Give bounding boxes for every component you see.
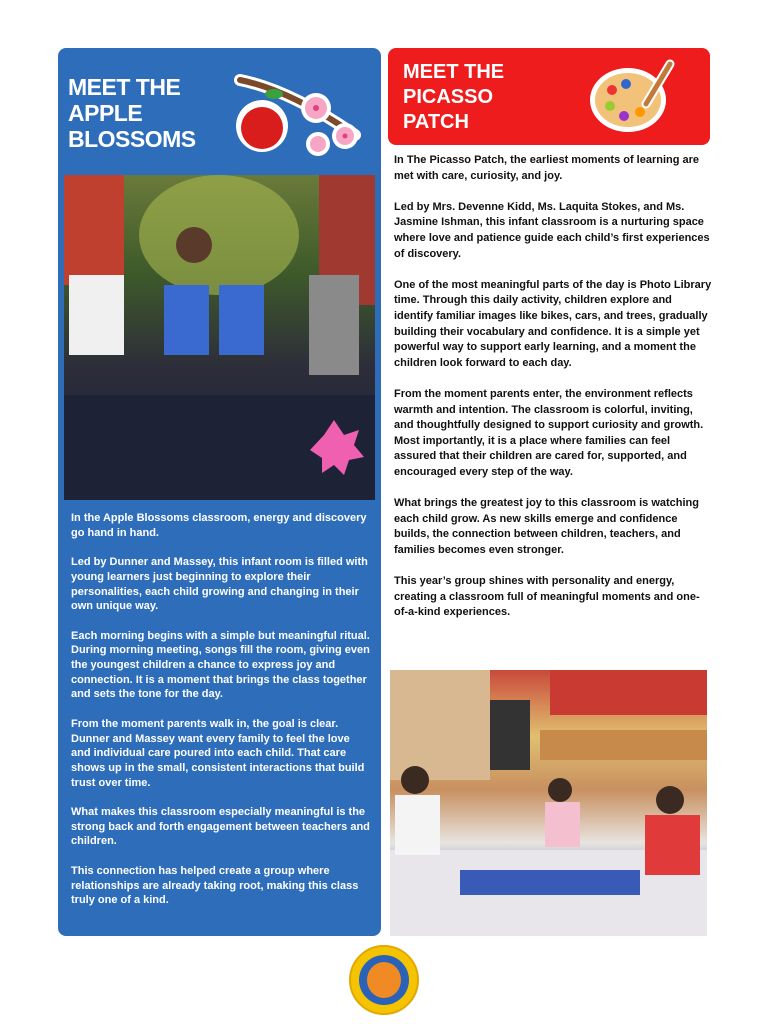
- fairfield-city-schools-logo: [349, 945, 419, 1015]
- paragraph: Led by Mrs. Devenne Kidd, Ms. Laquita Stokes, and Ms. Jasmine Ishman, this infant classroom is a nurturing space where love and patience guide each child’s first experiences of discovery.: [394, 200, 710, 260]
- picasso-patch-class-photo: [390, 670, 707, 936]
- title-line: APPLE: [68, 100, 143, 126]
- paragraph: This year’s group shines with personality and energy, creating a classroom full of meaningful moments and one-of-a-kind experiences.: [394, 575, 700, 619]
- title-line: PATCH: [403, 111, 469, 133]
- apple-blossoms-panel: [58, 48, 381, 936]
- title-line: MEET THE: [68, 74, 181, 100]
- title-line: MEET THE: [403, 61, 505, 83]
- paragraph: What brings the greatest joy to this classroom is watching each child grow. As new skills emerge and confidence builds, the connection between children, teachers, and families becomes even stronger.: [394, 497, 699, 556]
- picasso-patch-header: [388, 48, 710, 145]
- paint-palette-icon: [588, 56, 678, 136]
- title-line: BLOSSOMS: [68, 126, 196, 152]
- tiger-icon: [367, 962, 401, 998]
- picasso-patch-title: [403, 60, 504, 135]
- picasso-patch-text: [394, 153, 712, 636]
- paragraph: In The Picasso Patch, the earliest moments of learning are met with care, curiosity, and joy.: [394, 154, 700, 182]
- paragraph: Led by Dunner and Massey, this infant room is filled with young learners just beginning to explore their personalities, each child growing and changing in their own unique way.: [71, 556, 368, 613]
- paragraph: This connection has helped create a group where relationships are already taking root, making this class truly one of a kind.: [71, 864, 359, 907]
- paragraph: One of the most meaningful parts of the day is Photo Library time. Through this daily activity, children explore and identify familiar images like bikes, cars, and trees, gradually building their vocabulary and confidence. It is a simple yet powerful way to support early learning, and a moment the children look forward to each day.: [394, 278, 712, 369]
- paragraph: From the moment parents enter, the environment reflects warmth and intention. The classroom is colorful, inviting, and thoughtfully designed to support curiosity and growth. Most importantly, it is a place where families can feel assured that their children are cared for, supported, and encouraged every step of the way.: [394, 387, 704, 478]
- paragraph: Each morning begins with a simple but meaningful ritual. During morning meeting, songs fill the room, giving even the youngest children a chance to express joy and connection. It is a moment that brings the class together and sets the tone for the day.: [71, 629, 370, 701]
- apple-blossoms-class-photo: [64, 175, 375, 500]
- paragraph: In the Apple Blossoms classroom, energy and discovery go hand in hand.: [71, 512, 367, 539]
- apple-blossoms-text: [71, 511, 371, 923]
- logo-ring: [359, 955, 409, 1005]
- apple-blossoms-title: [68, 74, 196, 152]
- title-line: PICASSO: [403, 86, 494, 108]
- paragraph: What makes this classroom especially meaningful is the strong back and forth engagement between teachers and children.: [71, 806, 370, 848]
- apple-branch-icon: [230, 60, 364, 156]
- paragraph: From the moment parents walk in, the goal is clear. Dunner and Massey want every family to feel the love and individual care poured into each child. That care shows up in the small, consistent interactions that build trust over time.: [71, 717, 365, 789]
